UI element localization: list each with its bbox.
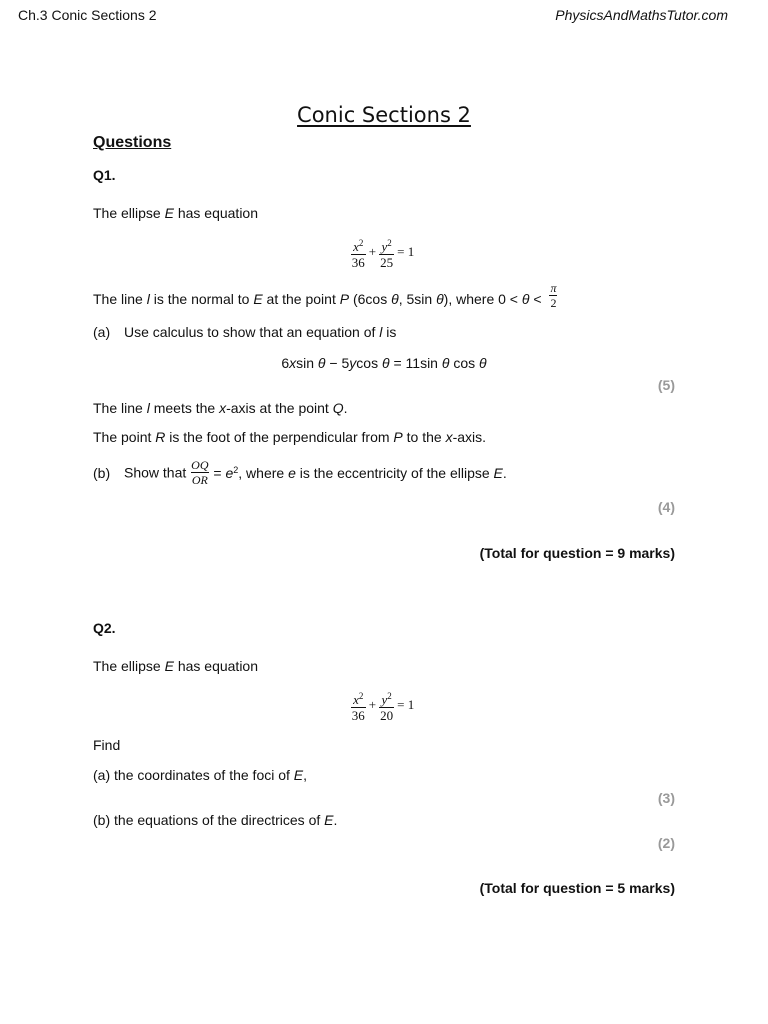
q2-part-b: (b) the equations of the directrices of E. xyxy=(93,812,338,828)
header-site: PhysicsAndMathsTutor.com xyxy=(555,7,728,23)
q1-part-a: (a) Use calculus to show that an equation of l is xyxy=(93,324,397,340)
oq-over-or-fraction: $\frac{OQ}{OR}$ xyxy=(191,458,209,487)
q2-marks-b: (2) xyxy=(657,835,675,851)
page-title: Conic Sections 2 xyxy=(297,103,471,127)
q2-part-a: (a) the coordinates of the foci of E, xyxy=(93,767,308,783)
section-heading: Questions xyxy=(93,134,172,151)
q1-ellipse-equation: $\frac{x^2}{36}$ + $\frac{y^2}{25}$ = 1 xyxy=(351,238,415,270)
y-fraction: $\frac{y^2}{20}$ xyxy=(380,691,394,723)
x-fraction: $\frac{x^2}{36}$ xyxy=(351,238,365,270)
q1-point-r: The point R is the foot of the perpendicular from P to the x-axis. xyxy=(93,429,487,445)
q2-ellipse-equation: $\frac{x^2}{36}$ + $\frac{y^2}{20}$ = 1 xyxy=(351,691,415,723)
q1-part-a-equation: 6xsin θ − 5ycos θ = 11sin θ cos θ xyxy=(281,355,487,371)
q1-normal-line: The line l is the normal to E at the point P (6cos θ, 5sin θ), where 0 < θ < $\frac{\pi}{2}$ xyxy=(93,281,557,310)
q2-number: Q2. xyxy=(93,620,116,636)
header-chapter: Ch.3 Conic Sections 2 xyxy=(18,7,157,23)
q1-intro: The ellipse E has equation xyxy=(93,205,259,221)
q1-total: (Total for question = 9 marks) xyxy=(479,545,675,561)
y-fraction: $\frac{y^2}{25}$ xyxy=(380,238,394,270)
q2-find: Find xyxy=(93,737,121,753)
q1-part-b: (b) Show that $\frac{OQ}{OR}$ = $e^2$, where e is the eccentricity of the ellipse E. xyxy=(93,458,507,487)
q1-marks-b: (4) xyxy=(657,499,675,515)
q1-number: Q1. xyxy=(93,167,116,183)
pi-over-2-fraction: $\frac{\pi}{2}$ xyxy=(550,281,557,310)
q2-intro: The ellipse E has equation xyxy=(93,658,259,674)
q1-marks-a: (5) xyxy=(657,377,675,393)
q1-line-meets: The line l meets the x-axis at the point Q. xyxy=(93,400,348,416)
x-fraction: $\frac{x^2}{36}$ xyxy=(351,691,365,723)
q2-marks-a: (3) xyxy=(657,790,675,806)
q2-total: (Total for question = 5 marks) xyxy=(479,880,675,896)
